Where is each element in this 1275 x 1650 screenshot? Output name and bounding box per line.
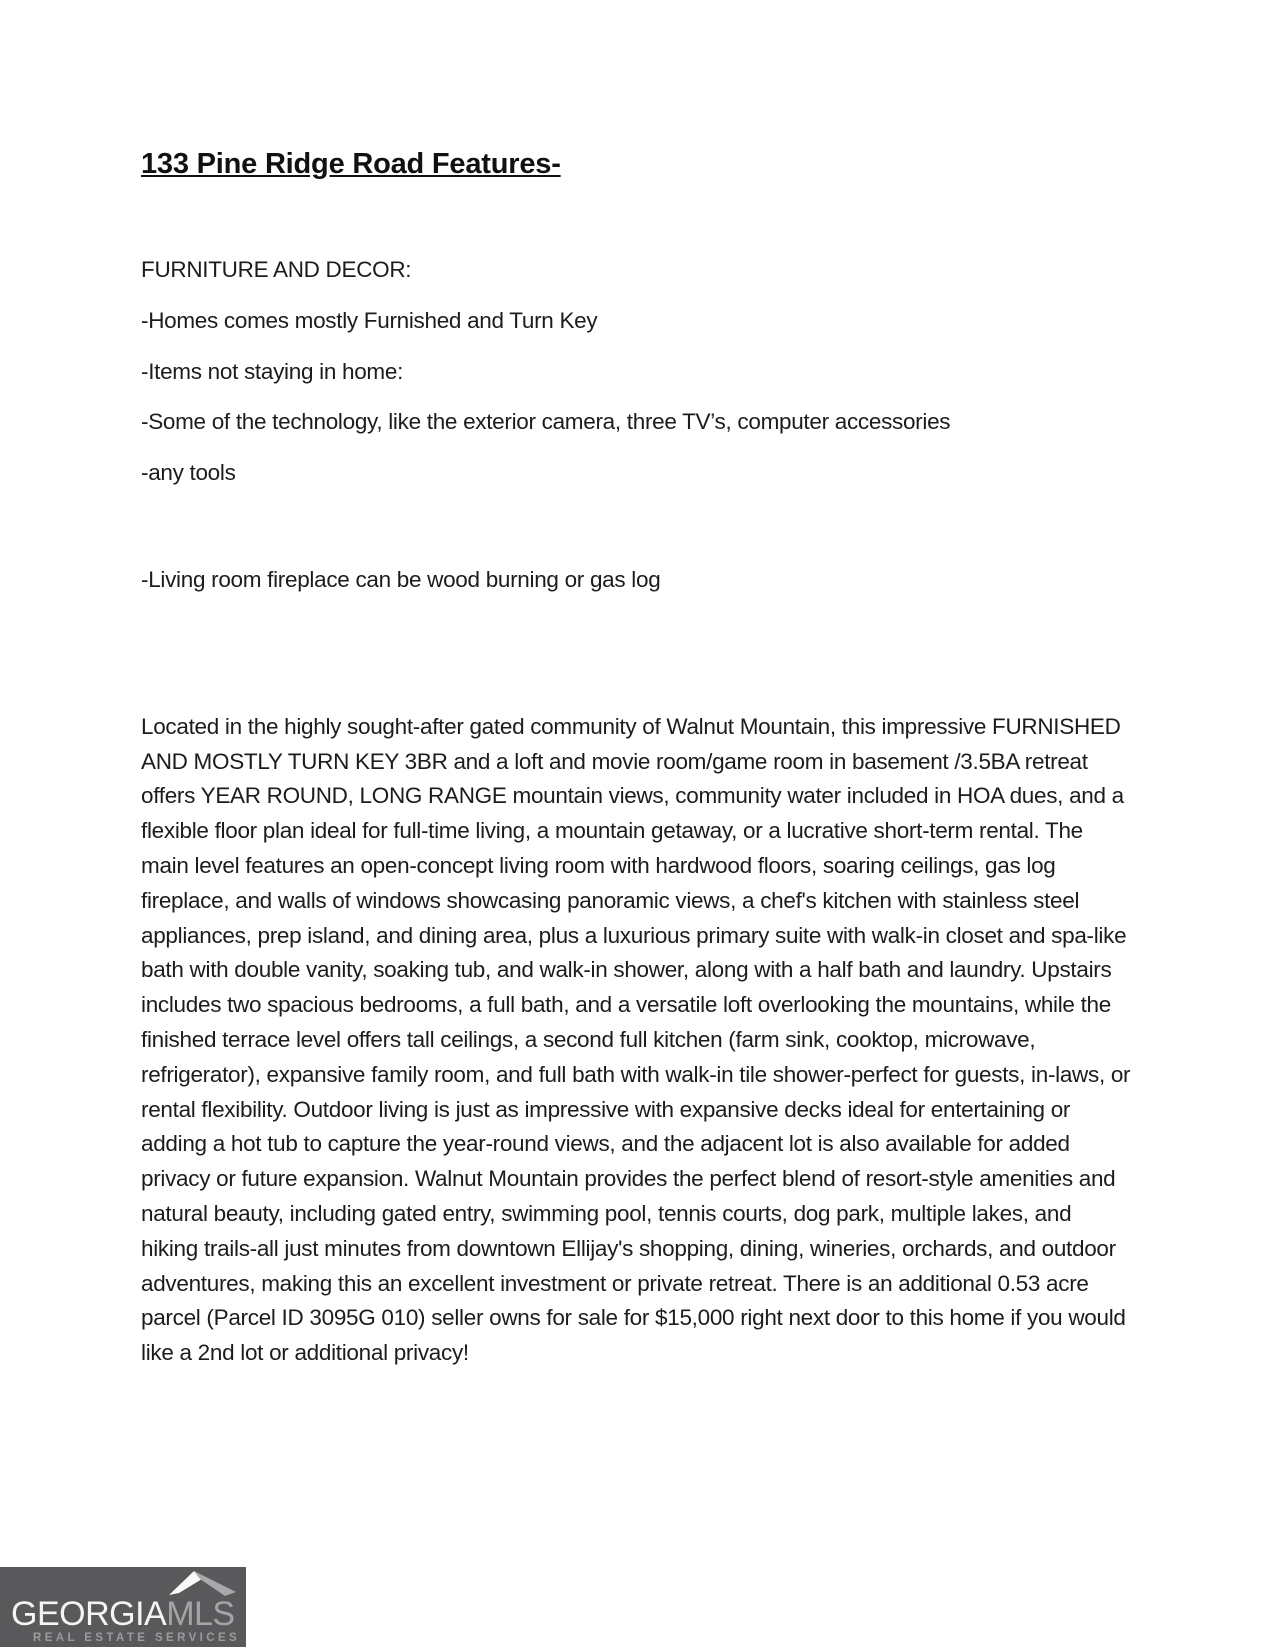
logo-tagline: REAL ESTATE SERVICES bbox=[33, 1632, 241, 1644]
property-description: Located in the highly sought-after gated community of Walnut Mountain, this impressive FURNISHED AND MOSTLY TURN KEY 3BR and a loft and movie room/game room in basement /3.5BA retreat offers YEAR ROUND, LONG RANGE mountain views, community water included in HOA dues, and a flexible floor plan ideal for full-time living, a mountain getaway, or a lucrative short-term rental. The main level features an open-concept living room with hardwood floors, soaring ceilings, gas log fireplace, and walls of windows showcasing panoramic views, a chef's kitchen with stainless steel appliances, prep island, and dining area, plus a luxurious primary suite with walk-in closet and spa-like bath with double vanity, soaking tub, and walk-in shower, along with a half bath and laundry. Upstairs includes two spacious bedrooms, a full bath, and a versatile loft overlooking the mountains, while the finished terrace level offers tall ceilings, a second full kitchen (farm sink, cooktop, microwave, refrigerator), expansive family room, and full bath with walk-in tile shower-perfect for guests, in-laws, or rental flexibility. Outdoor living is just as impressive with expansive decks ideal for entertaining or adding a hot tub to capture the year-round views, and the adjacent lot is also available for added privacy or future expansion. Walnut Mountain provides the perfect blend of resort-style amenities and natural beauty, including gated entry, swimming pool, tennis courts, dog park, multiple lakes, and hiking trails-all just minutes from downtown Ellijay's shopping, dining, wineries, orchards, and outdoor adventures, making this an excellent investment or private retreat. There is an additional 0.53 acre parcel (Parcel ID 3095G 010) seller owns for sale for $15,000 right next door to this home if you would like a 2nd lot or additional privacy! bbox=[141, 713, 1131, 1366]
furniture-item: -Some of the technology, like the exterior camera, three TV’s, computer accessories bbox=[141, 409, 951, 435]
page-title: 133 Pine Ridge Road Features- bbox=[141, 148, 561, 180]
document-content bbox=[141, 145, 1132, 1371]
furniture-item: -any tools bbox=[141, 460, 236, 486]
georgia-mls-logo bbox=[0, 1567, 246, 1647]
logo-text-georgia: GEORGIA bbox=[11, 1595, 167, 1633]
logo-brand-text bbox=[11, 1597, 235, 1631]
furniture-item: -Items not staying in home: bbox=[141, 358, 404, 384]
furniture-item: -Homes comes mostly Furnished and Turn Key bbox=[141, 307, 598, 333]
fireplace-note: -Living room fireplace can be wood burning or gas log bbox=[141, 566, 661, 592]
logo-text-mls: MLS bbox=[166, 1595, 235, 1633]
furniture-section-heading: FURNITURE AND DECOR: bbox=[141, 257, 412, 282]
